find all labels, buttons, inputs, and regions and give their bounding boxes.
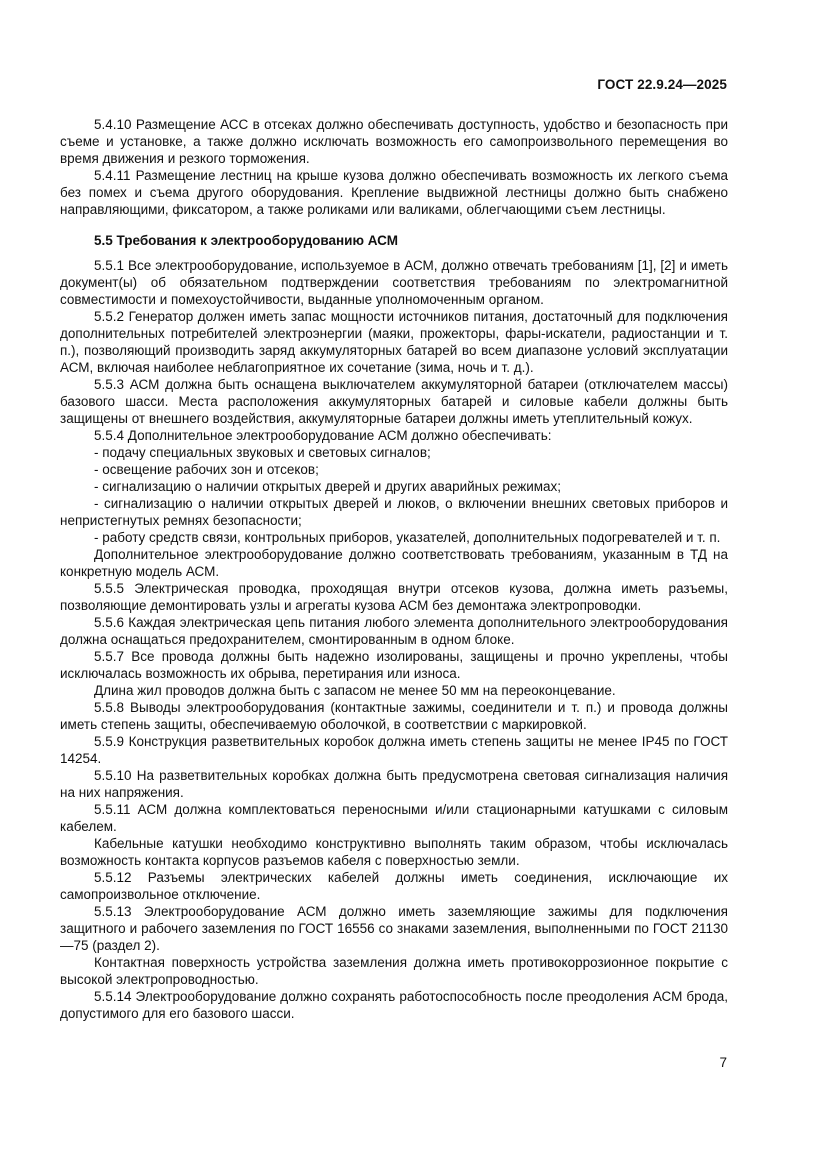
list-item: - подачу специальных звуковых и световых сигналов; (94, 445, 431, 460)
paragraph: 5.5.12 Разъемы электрических кабелей должны иметь соединения, исключающие их самопроизвольное отключение. (60, 870, 728, 902)
page-number: 7 (719, 1055, 727, 1070)
paragraph: 5.5.6 Каждая электрическая цепь питания любого элемента дополнительного электрооборудования должна оснащаться предохранителем, смонтированным в одном блоке. (60, 615, 728, 647)
paragraph: 5.5.8 Выводы электрооборудования (контактные зажимы, соединители и т. п.) и провода должны иметь степень защиты, обеспечиваемую оболочкой, в соответствии с маркировкой. (60, 700, 728, 732)
paragraph: Дополнительное электрооборудование должно соответствовать требованиям, указанным в ТД на конкретную модель АСМ. (60, 547, 728, 579)
list-item: - освещение рабочих зон и отсеков; (94, 462, 319, 477)
paragraph: 5.5.4 Дополнительное электрооборудование АСМ должно обеспечивать: (94, 428, 552, 443)
document-id-header: ГОСТ 22.9.24—2025 (597, 77, 727, 92)
paragraph: 5.5.7 Все провода должны быть надежно изолированы, защищены и прочно укреплены, чтобы исключалась возможность их обрыва, перетирания или износа. (60, 649, 728, 681)
section-heading: 5.5 Требования к электрооборудованию АСМ (94, 233, 398, 248)
paragraph: 5.5.9 Конструкция разветвительных коробок должна иметь степень защиты не менее IP45 по ГОСТ 14254. (60, 734, 728, 766)
paragraph: Кабельные катушки необходимо конструктивно выполнять таким образом, чтобы исключалась возможность контакта корпусов разъемов кабеля с поверхностью земли. (60, 836, 728, 868)
paragraph: Контактная поверхность устройства заземления должна иметь противокоррозионное покрытие с высокой электропроводностью. (60, 955, 728, 987)
document-body (60, 116, 728, 1022)
list-item: - сигнализацию о наличии открытых дверей и люков, о включении внешних световых приборов и непристегнутых ремнях безопасности; (60, 496, 728, 528)
paragraph: 5.5.10 На разветвительных коробках должна быть предусмотрена световая сигнализация наличия на них напряжения. (60, 768, 728, 800)
list-item: - сигнализацию о наличии открытых дверей и других аварийных режимах; (94, 479, 562, 494)
paragraph: 5.5.11 АСМ должна комплектоваться переносными и/или стационарными катушками с силовым кабелем. (60, 802, 728, 834)
paragraph: 5.4.11 Размещение лестниц на крыше кузова должно обеспечивать возможность их легкого съема без помех и съема другого оборудования. Крепление выдвижной лестницы должно быть снабжено направляющими, фиксатором, а также роликами или валиками, облегчающими съем лестницы. (60, 168, 728, 217)
paragraph: 5.5.5 Электрическая проводка, проходящая внутри отсеков кузова, должна иметь разъемы, позволяющие демонтировать узлы и агрегаты кузова АСМ без демонтажа электропроводки. (60, 581, 728, 613)
paragraph: 5.5.2 Генератор должен иметь запас мощности источников питания, достаточный для подключения дополнительных потребителей электроэнергии (маяки, прожекторы, фары-искатели, радиостанции и т. п.), позволяющий производить заряд аккумуляторных батарей во всем диапазоне условий эксплуатации АСМ, включая наиболее неблагоприятное их сочетание (зима, ночь и т. д.). (60, 309, 728, 375)
list-item: - работу средств связи, контрольных приборов, указателей, дополнительных подогревателей и т. п. (94, 530, 721, 545)
paragraph: 5.5.13 Электрооборудование АСМ должно иметь заземляющие зажимы для подключения защитного и рабочего заземления по ГОСТ 16556 со знаками заземления, выполненными по ГОСТ 21130—75 (раздел 2). (60, 904, 728, 953)
paragraph: 5.5.1 Все электрооборудование, используемое в АСМ, должно отвечать требованиям [1], [2] и иметь документ(ы) об обязательном подтверждении соответствия требованиям по электромагнитной совместимости и помехоустойчивости, выданные уполномоченным органом. (60, 258, 728, 307)
paragraph: 5.5.14 Электрооборудование должно сохранять работоспособность после преодоления АСМ брода, допустимого для его базового шасси. (60, 989, 728, 1021)
paragraph: Длина жил проводов должна быть с запасом не менее 50 мм на переоконцевание. (94, 683, 616, 698)
paragraph: 5.5.3 АСМ должна быть оснащена выключателем аккумуляторной батареи (отключателем массы) базового шасси. Места расположения аккумуляторных батарей и силовые кабели должны быть защищены от внешнего воздействия, аккумуляторные батареи должны иметь утеплительный кожух. (60, 377, 728, 426)
paragraph: 5.4.10 Размещение АСС в отсеках должно обеспечивать доступность, удобство и безопасность при съеме и установке, а также должно исключать возможность его самопроизвольного перемещения во время движения и резкого торможения. (60, 117, 728, 166)
